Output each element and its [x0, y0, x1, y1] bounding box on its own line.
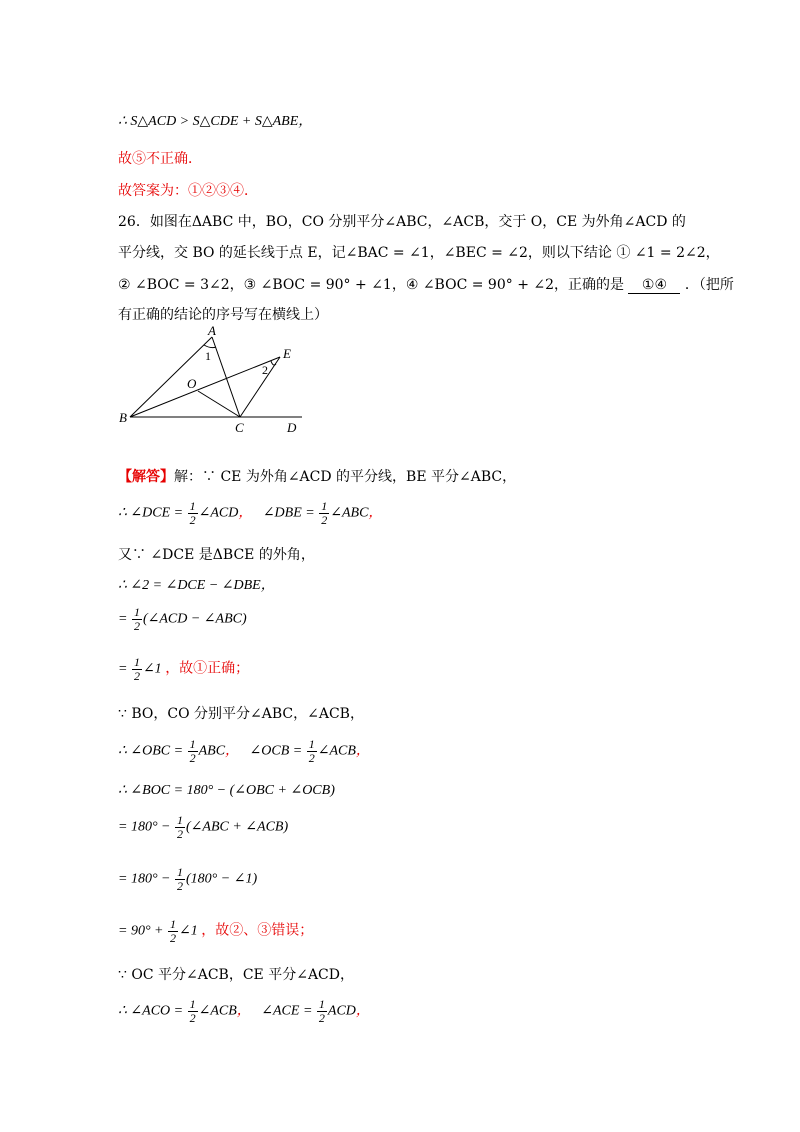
- label-angle-2: 2: [262, 363, 268, 377]
- fraction-half: $\frac{1}{2}$: [321, 499, 328, 527]
- text-line: 故答案为：①②③④．: [118, 183, 258, 199]
- solution-line: ∵ BO，CO 分别平分∠ABC，∠ACB，: [118, 706, 364, 722]
- solution-line: ∴ ∠ACO = $\frac{1}{2}$ ∠ACB， ∠ACE = $\frac{1}{2}$ ACD，: [118, 997, 370, 1025]
- fraction-half: $\frac{1}{2}$: [189, 499, 196, 527]
- solution-line: = 180° − $\frac{1}{2}$ (∠ABC + ∠ACB): [118, 813, 289, 841]
- solution-line: ∵ OC 平分∠ACB，CE 平分∠ACD，: [118, 967, 354, 983]
- solution-line: = 90° + $\frac{1}{2}$ ∠1 ，故②、③错误；: [118, 917, 314, 945]
- angle-1-arc: [204, 345, 216, 348]
- solution-line: 【解答】解：∵ CE 为外角∠ACD 的平分线，BE 平分∠ABC，: [118, 469, 517, 485]
- fraction-half: $\frac{1}{2}$: [308, 737, 315, 765]
- question-26-line: ② ∠BOC = 3∠2，③ ∠BOC = 90° + ∠1，④ ∠BOC = 90° + ∠2，正确的是 ①④ ．（把所: [118, 277, 734, 293]
- solution-line: = 180° − $\frac{1}{2}$ (180° − ∠1): [118, 865, 258, 893]
- fraction-half: $\frac{1}{2}$: [189, 997, 196, 1025]
- label-angle-1: 1: [205, 349, 211, 363]
- question-26-line: 26．如图在ΔABC 中，BO，CO 分别平分∠ABC，∠ACB，交于 O，CE 为外角∠ACD 的: [118, 214, 686, 230]
- question-26-line: 有正确的结论的序号写在横线上）: [118, 307, 328, 323]
- fraction-half: $\frac{1}{2}$: [189, 737, 196, 765]
- solution-line: = $\frac{1}{2}$ ∠1 ，故①正确；: [118, 655, 250, 683]
- fraction-half: $\frac{1}{2}$: [133, 605, 140, 633]
- line-ce: [240, 357, 280, 417]
- question-26-line: 平分线，交 BO 的延长线于点 E，记∠BAC = ∠1，∠BEC = ∠2，则以下结论 ① ∠1 = 2∠2，: [118, 245, 720, 261]
- fraction-half: $\frac{1}{2}$: [177, 865, 183, 893]
- line-ba: [130, 337, 212, 417]
- fraction-half: $\frac{1}{2}$: [177, 813, 183, 841]
- line-be: [130, 357, 280, 417]
- angle-2-arc: [271, 361, 276, 365]
- fraction-half: $\frac{1}{2}$: [170, 917, 176, 945]
- answer-blank: ①④: [628, 277, 680, 294]
- fraction-half: $\frac{1}{2}$: [133, 655, 140, 683]
- solution-line: ∴ ∠OBC = $\frac{1}{2}$ ABC， ∠OCB = $\frac{1}{2}$ ∠ACB，: [118, 737, 370, 765]
- label-e: E: [283, 346, 291, 361]
- solution-line: ∴ ∠DCE = $\frac{1}{2}$ ∠ACD， ∠DBE = $\frac{1}{2}$ ∠ABC，: [118, 499, 383, 527]
- solution-line: ∴ ∠BOC = 180° − (∠OBC + ∠OCB): [118, 783, 335, 798]
- geometry-figure: [115, 322, 315, 437]
- label-d: D: [287, 420, 297, 435]
- line-oc: [198, 391, 240, 417]
- fraction-half: $\frac{1}{2}$: [318, 997, 325, 1025]
- solution-line: = $\frac{1}{2}$ (∠ACD − ∠ABC): [118, 605, 247, 633]
- text-line: 故⑤不正确．: [118, 151, 202, 167]
- text-line: ∴ S△ACD > S△CDE + S△ABE，: [118, 114, 313, 129]
- line-ac: [212, 337, 240, 417]
- label-b: B: [119, 410, 127, 425]
- label-o: O: [187, 376, 197, 391]
- solution-line: ∴ ∠2 = ∠DCE − ∠DBE，: [118, 578, 275, 593]
- label-a: A: [208, 323, 216, 338]
- label-c: C: [235, 420, 244, 435]
- solution-line: 又∵ ∠DCE 是ΔBCE 的外角，: [118, 547, 315, 563]
